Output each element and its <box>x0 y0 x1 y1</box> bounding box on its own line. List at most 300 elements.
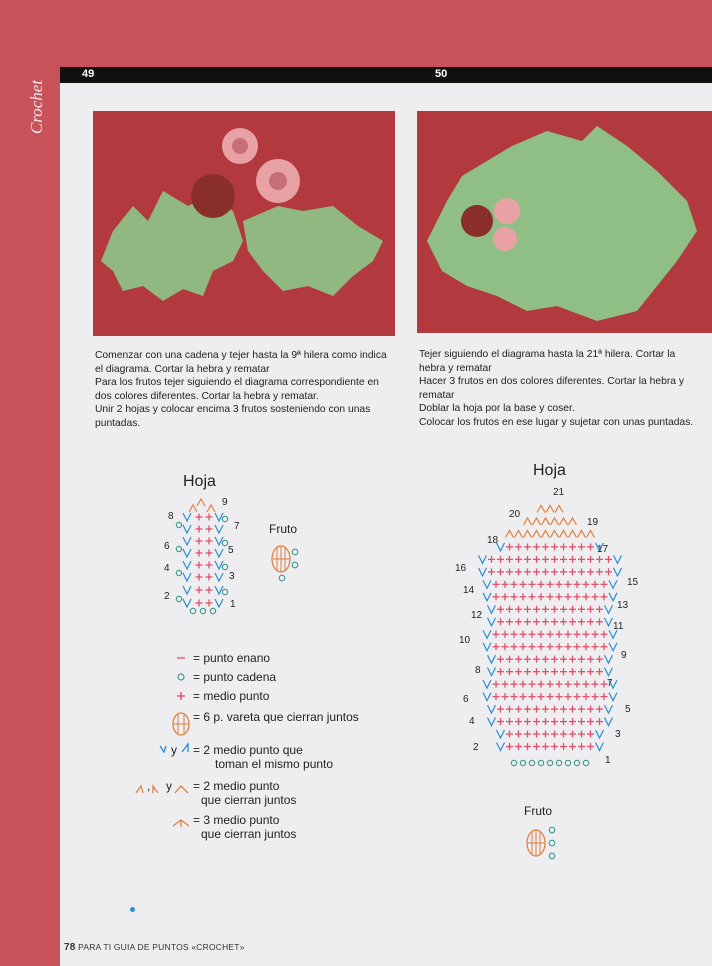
two-same-symbol <box>215 549 223 557</box>
medio-symbol <box>520 581 527 588</box>
medio-symbol <box>601 643 608 650</box>
row-number: 19 <box>587 517 599 528</box>
medio-symbol <box>497 718 504 725</box>
left-text-line: puntadas. <box>95 417 141 429</box>
medio-symbol <box>542 668 549 675</box>
medio-symbol <box>569 656 576 663</box>
two-same-symbol <box>614 555 622 563</box>
vareta-symbol <box>527 830 545 856</box>
chain-symbol <box>574 760 579 765</box>
row-number: 2 <box>164 591 170 602</box>
two-same-symbol <box>488 668 496 676</box>
left-fruit-diagram <box>266 539 306 585</box>
right-text-line: Tejer siguiendo el diagrama hasta la 21ª hilera. Cortar la <box>419 349 676 360</box>
two-same-symbol <box>609 580 617 588</box>
medio-symbol <box>569 668 576 675</box>
medio-symbol <box>524 556 531 563</box>
vareta-symbol <box>272 546 290 572</box>
medio-symbol <box>196 514 203 521</box>
two-close-symbol <box>506 530 514 537</box>
medio-symbol <box>520 693 527 700</box>
chain-symbol <box>556 760 561 765</box>
medio-symbol <box>574 593 581 600</box>
two-same-symbol <box>215 573 223 581</box>
legend-three-close-a: = 3 medio punto <box>193 813 280 827</box>
medio-symbol <box>529 631 536 638</box>
medio-symbol <box>547 643 554 650</box>
medio-symbol <box>533 656 540 663</box>
medio-symbol <box>542 706 549 713</box>
medio-symbol <box>583 643 590 650</box>
two-close-symbol <box>551 518 559 525</box>
footer-page-number: 78 <box>64 942 76 953</box>
medio-symbol <box>592 631 599 638</box>
right-fruit-diagram <box>521 822 561 868</box>
medio-symbol <box>578 556 585 563</box>
two-same-symbol <box>488 718 496 726</box>
chain-symbol <box>511 760 516 765</box>
legend-three-close-b: que cierran juntos <box>201 827 297 841</box>
two-close-symbol <box>524 530 532 537</box>
medio-symbol <box>529 643 536 650</box>
medio-symbol <box>515 743 522 750</box>
row-number: 6 <box>463 694 469 705</box>
medio-symbol <box>493 681 500 688</box>
medio-symbol <box>556 643 563 650</box>
medio-symbol <box>551 743 558 750</box>
medio-symbol <box>493 693 500 700</box>
row-number: 6 <box>164 541 170 552</box>
medio-symbol <box>533 543 540 550</box>
row-number: 1 <box>605 755 611 766</box>
legend-two-close-y: y <box>166 779 172 793</box>
medio-symbol <box>592 693 599 700</box>
medio-symbol <box>524 618 531 625</box>
medio-symbol <box>547 681 554 688</box>
medio-symbol <box>583 681 590 688</box>
medio-symbol <box>542 568 549 575</box>
medio-symbol <box>542 606 549 613</box>
medio-symbol <box>542 556 549 563</box>
medio-symbol <box>196 562 203 569</box>
two-same-symbol <box>488 618 496 626</box>
two-same-symbol <box>215 586 223 594</box>
medio-symbol <box>206 587 213 594</box>
medio-symbol <box>592 593 599 600</box>
row-number: 9 <box>222 497 228 508</box>
two-close-symbol <box>542 530 550 537</box>
two-same-symbol <box>483 630 491 638</box>
medio-symbol <box>601 593 608 600</box>
medio-symbol <box>206 550 213 557</box>
right-text-line: Hacer 3 frutos en dos colores diferentes. Cortar la hebra y <box>419 376 684 387</box>
medio-symbol <box>565 681 572 688</box>
legend-medio: = medio punto <box>193 689 270 703</box>
medio-symbol <box>560 656 567 663</box>
medio-symbol <box>560 606 567 613</box>
medio-symbol <box>506 606 513 613</box>
medio-symbol <box>488 568 495 575</box>
medio-symbol <box>506 706 513 713</box>
medio-symbol <box>511 693 518 700</box>
medio-symbol <box>524 543 531 550</box>
medio-symbol <box>596 718 603 725</box>
row-number: 10 <box>459 635 471 646</box>
medio-symbol <box>206 514 213 521</box>
medio-symbol <box>515 731 522 738</box>
medio-symbol <box>533 556 540 563</box>
left-text-line: Comenzar con una cadena y tejer hasta la 9ª hilera como indica <box>95 350 387 361</box>
vareta-symbol <box>173 713 189 735</box>
two-same-symbol <box>605 605 613 613</box>
medio-symbol <box>569 706 576 713</box>
chain-symbol <box>200 608 205 613</box>
medio-symbol <box>578 618 585 625</box>
two-same-symbol <box>483 643 491 651</box>
row-number: 2 <box>473 742 479 753</box>
row-number: 9 <box>621 650 627 661</box>
legend-symbols <box>133 650 193 840</box>
right-fruit-title: Fruto <box>524 804 553 818</box>
medio-symbol <box>506 743 513 750</box>
medio-symbol <box>556 631 563 638</box>
medio-symbol <box>497 618 504 625</box>
medio-symbol <box>587 556 594 563</box>
medio-symbol <box>596 606 603 613</box>
photo-holly-two-leaves <box>93 111 395 336</box>
medio-symbol <box>515 656 522 663</box>
row-number: 16 <box>455 563 467 574</box>
medio-symbol <box>578 706 585 713</box>
row-number: 7 <box>607 678 613 689</box>
row-number: 20 <box>509 509 521 520</box>
medio-symbol <box>533 731 540 738</box>
medio-symbol <box>596 706 603 713</box>
two-close-symbol <box>555 505 563 512</box>
medio-symbol <box>520 643 527 650</box>
left-fruit-title: Fruto <box>269 522 298 536</box>
two-close-symbol <box>587 530 595 537</box>
right-instructions <box>419 348 709 429</box>
medio-symbol <box>529 593 536 600</box>
medio-symbol <box>556 581 563 588</box>
medio-symbol <box>551 556 558 563</box>
medio-symbol <box>596 556 603 563</box>
legend-two-close-b: que cierran juntos <box>201 793 297 807</box>
medio-symbol <box>206 538 213 545</box>
row-number: 3 <box>615 729 621 740</box>
row-number: 14 <box>463 585 475 596</box>
medio-symbol <box>493 593 500 600</box>
medio-symbol <box>196 600 203 607</box>
medio-symbol <box>583 581 590 588</box>
two-same-symbol <box>483 593 491 601</box>
row-number: 1 <box>230 599 236 610</box>
medio-symbol <box>569 618 576 625</box>
medio-symbol <box>565 643 572 650</box>
two-same-symbol <box>605 718 613 726</box>
row-number: 15 <box>627 577 639 588</box>
medio-symbol <box>529 681 536 688</box>
medio-symbol <box>502 643 509 650</box>
medio-symbol <box>587 606 594 613</box>
medio-symbol <box>511 681 518 688</box>
two-close-symbol <box>189 505 197 512</box>
chain-symbol <box>222 564 227 569</box>
medio-symbol <box>533 668 540 675</box>
medio-symbol <box>542 743 549 750</box>
medio-symbol <box>560 731 567 738</box>
medio-symbol <box>538 593 545 600</box>
chain-symbol <box>176 570 181 575</box>
two-same-symbol <box>183 549 191 557</box>
medio-symbol <box>177 692 185 700</box>
row-number: 11 <box>613 621 624 632</box>
right-diagram-title: Hoja <box>533 462 566 479</box>
medio-symbol <box>493 581 500 588</box>
medio-symbol <box>547 581 554 588</box>
left-text-line: Unir 2 hojas y colocar encima 3 frutos sosteniendo con unas <box>95 404 371 415</box>
medio-symbol <box>506 718 513 725</box>
medio-symbol <box>497 568 504 575</box>
medio-symbol <box>515 618 522 625</box>
medio-symbol <box>547 693 554 700</box>
chain-symbol <box>292 562 298 568</box>
medio-symbol <box>596 668 603 675</box>
two-same-symbol <box>183 561 191 569</box>
medio-symbol <box>515 543 522 550</box>
two-same-symbol <box>479 555 487 563</box>
medio-symbol <box>206 600 213 607</box>
medio-symbol <box>533 618 540 625</box>
chain-symbol <box>210 608 215 613</box>
medio-symbol <box>587 706 594 713</box>
two-close-symbol <box>537 505 545 512</box>
page-number-left: 49 <box>82 68 95 80</box>
medio-symbol <box>206 526 213 533</box>
two-close-symbol <box>569 530 577 537</box>
medio-symbol <box>587 743 594 750</box>
medio-symbol <box>556 593 563 600</box>
medio-symbol <box>533 568 540 575</box>
medio-symbol <box>560 668 567 675</box>
two-same-symbol <box>483 580 491 588</box>
medio-symbol <box>497 706 504 713</box>
two-same-symbol <box>483 680 491 688</box>
medio-symbol <box>551 718 558 725</box>
medio-symbol <box>497 606 504 613</box>
medio-symbol <box>578 668 585 675</box>
medio-symbol <box>497 556 504 563</box>
medio-symbol <box>206 574 213 581</box>
two-close-symbol <box>560 530 568 537</box>
medio-symbol <box>511 581 518 588</box>
medio-symbol <box>506 556 513 563</box>
medio-symbol <box>601 693 608 700</box>
medio-symbol <box>524 668 531 675</box>
two-close-symbol <box>207 505 215 512</box>
two-same-symbol <box>596 743 604 751</box>
two-same-symbol <box>183 525 191 533</box>
legend-two-close-a: = 2 medio punto <box>193 779 280 793</box>
left-text-line: dos colores diferentes. Cortar la hebra y rematar. <box>95 390 319 402</box>
medio-symbol <box>551 706 558 713</box>
medio-symbol <box>551 606 558 613</box>
row-number: 5 <box>625 704 631 715</box>
chain-symbol <box>547 760 552 765</box>
medio-symbol <box>574 643 581 650</box>
medio-symbol <box>511 593 518 600</box>
medio-symbol <box>587 668 594 675</box>
row-number: 8 <box>475 665 481 676</box>
medio-symbol <box>520 681 527 688</box>
medio-symbol <box>538 693 545 700</box>
medio-symbol <box>542 718 549 725</box>
medio-symbol <box>524 706 531 713</box>
medio-symbol <box>587 656 594 663</box>
chain-symbol <box>176 596 181 601</box>
medio-symbol <box>506 668 513 675</box>
two-same-symbol <box>183 513 191 521</box>
medio-symbol <box>587 731 594 738</box>
medio-symbol <box>524 731 531 738</box>
chain-symbol <box>222 589 227 594</box>
medio-symbol <box>515 668 522 675</box>
medio-symbol <box>506 543 513 550</box>
medio-symbol <box>515 568 522 575</box>
medio-symbol <box>542 618 549 625</box>
medio-symbol <box>542 543 549 550</box>
medio-symbol <box>196 526 203 533</box>
medio-symbol <box>551 668 558 675</box>
medio-symbol <box>578 731 585 738</box>
page-number-right: 50 <box>435 68 448 80</box>
medio-symbol <box>506 731 513 738</box>
medio-symbol <box>605 556 612 563</box>
medio-symbol <box>569 606 576 613</box>
medio-symbol <box>488 556 495 563</box>
medio-symbol <box>560 556 567 563</box>
medio-symbol <box>524 743 531 750</box>
medio-symbol <box>565 593 572 600</box>
two-close-symbol <box>551 530 559 537</box>
two-same-symbol <box>605 705 613 713</box>
medio-symbol <box>565 631 572 638</box>
medio-symbol <box>551 568 558 575</box>
legend-two-same-a: = 2 medio punto que <box>193 743 303 757</box>
two-same-symbol <box>605 618 613 626</box>
medio-symbol <box>578 543 585 550</box>
two-same-symbol <box>596 730 604 738</box>
three-close-symbol <box>173 820 189 827</box>
medio-symbol <box>533 606 540 613</box>
chain-symbol <box>549 840 555 846</box>
row-number: 18 <box>487 535 499 546</box>
two-close-symbol <box>533 518 541 525</box>
right-leaf-diagram <box>455 483 645 778</box>
legend-two-same-y: y <box>171 743 177 757</box>
medio-symbol <box>533 743 540 750</box>
medio-symbol <box>506 568 513 575</box>
left-diagram-title: Hoja <box>183 473 216 490</box>
medio-symbol <box>551 731 558 738</box>
medio-symbol <box>547 631 554 638</box>
medio-symbol <box>538 581 545 588</box>
medio-symbol <box>502 631 509 638</box>
medio-symbol <box>533 718 540 725</box>
side-tab <box>0 0 60 966</box>
medio-symbol <box>578 718 585 725</box>
medio-symbol <box>533 706 540 713</box>
two-same-symbol <box>605 668 613 676</box>
row-number: 12 <box>471 610 483 621</box>
medio-symbol <box>551 656 558 663</box>
medio-symbol <box>596 656 603 663</box>
medio-symbol <box>529 693 536 700</box>
legend-two-same-b: toman el mismo punto <box>215 757 334 771</box>
medio-symbol <box>524 568 531 575</box>
two-same-symbol <box>483 693 491 701</box>
medio-symbol <box>574 693 581 700</box>
chain-symbol <box>292 549 298 555</box>
medio-symbol <box>502 593 509 600</box>
medio-symbol <box>569 731 576 738</box>
medio-symbol <box>515 706 522 713</box>
two-same-symbol <box>183 537 191 545</box>
top-bar <box>60 67 712 83</box>
legend-cadena: = punto cadena <box>193 670 277 684</box>
chain-symbol <box>190 608 195 613</box>
medio-symbol <box>569 568 576 575</box>
chain-symbol <box>176 546 181 551</box>
medio-symbol <box>569 718 576 725</box>
medio-symbol <box>601 631 608 638</box>
two-close-symbol <box>546 505 554 512</box>
legend-two-close-sep: , <box>147 779 151 793</box>
two-close-symbol <box>136 786 188 793</box>
medio-symbol <box>565 693 572 700</box>
medio-symbol <box>560 706 567 713</box>
two-same-symbol <box>215 537 223 545</box>
medio-symbol <box>587 718 594 725</box>
two-same-symbol <box>215 513 223 521</box>
two-same-symbol <box>215 525 223 533</box>
medio-symbol <box>578 743 585 750</box>
two-close-symbol <box>578 530 586 537</box>
footer-text: PARA TI GUIA DE PUNTOS «CROCHET» <box>78 942 245 952</box>
medio-symbol <box>206 562 213 569</box>
two-same-symbol <box>215 599 223 607</box>
two-close-symbol <box>569 518 577 525</box>
medio-symbol <box>524 606 531 613</box>
two-same-symbol <box>488 705 496 713</box>
medio-symbol <box>551 618 558 625</box>
medio-symbol <box>502 681 509 688</box>
row-number: 4 <box>469 716 475 727</box>
two-same-symbol <box>605 655 613 663</box>
chain-symbol <box>279 575 285 581</box>
cadena-symbol <box>178 674 184 680</box>
chain-symbol <box>549 853 555 859</box>
medio-symbol <box>560 543 567 550</box>
medio-symbol <box>556 681 563 688</box>
medio-symbol <box>497 668 504 675</box>
medio-symbol <box>196 550 203 557</box>
row-number: 21 <box>553 487 565 498</box>
medio-symbol <box>605 568 612 575</box>
medio-symbol <box>520 593 527 600</box>
medio-symbol <box>493 643 500 650</box>
